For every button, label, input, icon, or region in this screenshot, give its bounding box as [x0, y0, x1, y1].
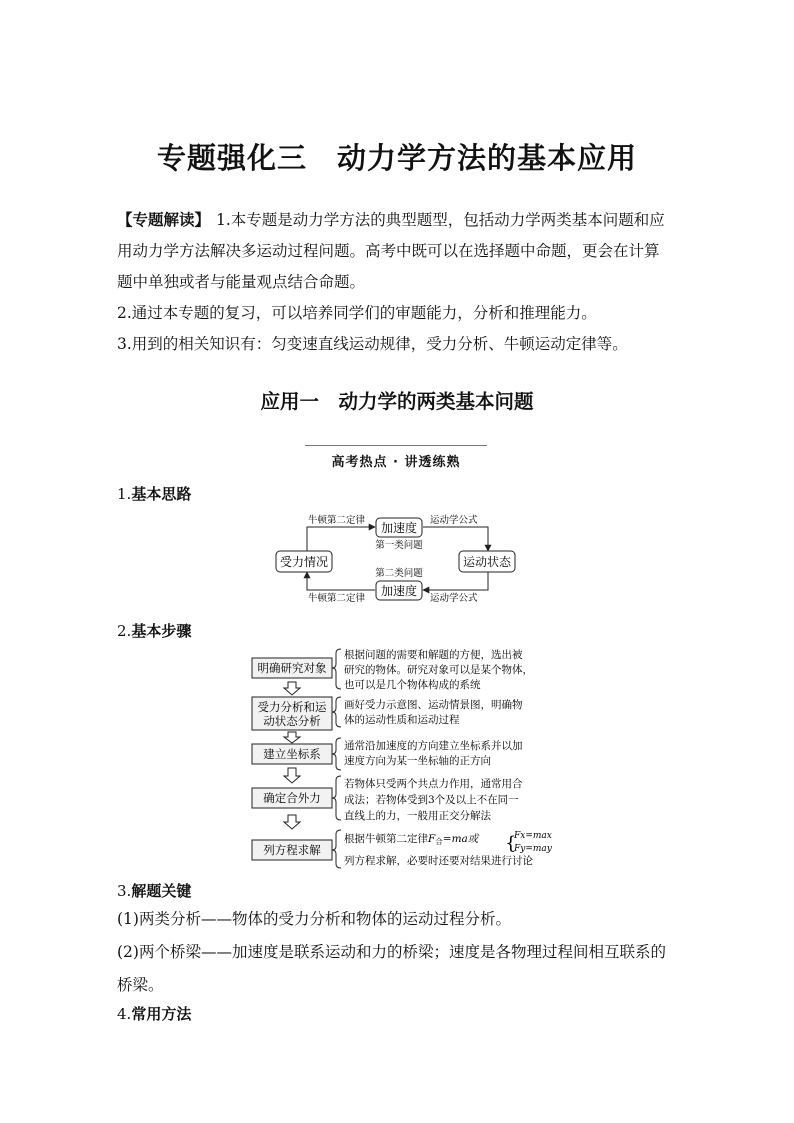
key-points: [117, 903, 682, 1002]
equation-x: Fx=max: [514, 831, 552, 841]
key-point-2-line-1: (2)两个桥梁——加速度是联系运动和力的桥梁；速度是各物理过程间相互联系的: [117, 943, 666, 961]
label-newton-top: 牛顿第二定律: [308, 515, 366, 526]
section-title: 应用一 动力学的两类基本问题: [260, 390, 534, 413]
step-brace-4: [332, 776, 341, 820]
label-first-type: 第一类问题: [375, 540, 423, 551]
intro-point-3: 3.用到的相关知识有：匀变速直线运动规律，受力分析、牛顿运动定律等。: [117, 335, 628, 353]
down-arrow-icon: [284, 768, 300, 783]
box-motion-label: 运动状态: [462, 555, 512, 569]
step-label-4: 确定合外力: [263, 791, 321, 805]
box-force-label: 受力情况: [279, 555, 329, 569]
step-label-3: 建立坐标系: [263, 747, 321, 761]
heading-common-methods: 4.常用方法: [117, 1005, 192, 1023]
label-newton-bottom: 牛顿第二定律: [308, 593, 366, 604]
step-desc-4-2: 成法；若物体受到3个及以上不在同一: [344, 794, 519, 806]
step-brace-5: [332, 830, 341, 868]
equation-y: Fy=may: [514, 844, 552, 854]
label-kinematics-top: 运动学公式: [430, 515, 478, 526]
arrow-bottom-to-left: [307, 572, 375, 590]
arrow-top-to-right: [423, 527, 488, 551]
intro-line-2: 用动力学方法解决多运动过程问题。高考中既可以在选择题中命题，更会在计算: [117, 242, 660, 260]
step-desc-3-2: 速度方向为某一坐标轴的正方向: [344, 755, 491, 767]
basic-steps-diagram: [245, 645, 555, 870]
intro-line-3: 题中单独或者与能量观点结合命题。: [117, 273, 366, 291]
step-label-5: 列方程求解: [263, 843, 321, 857]
intro-tag: 【专题解读】: [117, 211, 211, 229]
key-point-1: (1)两类分析——物体的受力分析和物体的运动过程分析。: [117, 910, 511, 928]
step-desc-4-1: 若物体只受两个共点力作用，通常用合: [344, 778, 523, 790]
label-second-type: 第二类问题: [375, 568, 423, 579]
step-desc-1-2: 研究的物体。研究对象可以是某个物体，: [344, 664, 533, 676]
heading-basic-steps: 2.基本步骤: [117, 622, 192, 640]
heading-basic-idea: 1.基本思路: [117, 485, 192, 503]
step-label-2b: 动状态分析: [263, 714, 321, 728]
banner-rule: [305, 445, 487, 446]
banner-text: 高考热点 · 讲透练熟: [331, 455, 461, 470]
box-acceleration-top-label: 加速度: [380, 521, 418, 535]
arrow-left-to-top: [307, 527, 375, 551]
intro-line-1: 【专题解读】 1.本专题是动力学方法的典型题型，包括动力学两类基本问题和应: [117, 211, 665, 229]
basic-idea-diagram: [260, 508, 520, 608]
label-kinematics-bottom: 运动学公式: [430, 593, 478, 604]
down-arrow-icon: [284, 732, 300, 743]
step-desc-1-1: 根据问题的需要和解题的方便，选出被: [344, 649, 523, 661]
intro-point-2: 2.通过本专题的复习，可以培养同学们的审题能力，分析和推理能力。: [117, 304, 597, 322]
step-label-2a: 受力分析和运: [257, 700, 327, 714]
heading-key-points: 3.解题关键: [117, 882, 192, 900]
step-brace-2: [332, 697, 341, 727]
step-desc-2-1: 画好受力示意图、运动情景图，明确物: [344, 699, 523, 711]
page-title: 专题强化三 动力学方法的基本应用: [156, 141, 637, 175]
hot-topic-banner: [305, 445, 487, 470]
step-desc-4-3: 直线上的力，一般用正交分解法: [344, 810, 491, 822]
step-desc-1-3: 也可以是几个物体构成的系统: [344, 679, 481, 691]
step-brace-1: [332, 649, 341, 689]
step-desc-5-1: 根据牛顿第二定律F合=ma或: [344, 833, 479, 846]
key-point-2-line-2: 桥梁。: [117, 976, 164, 994]
box-acceleration-bottom-label: 加速度: [380, 584, 418, 598]
down-arrow-icon: [284, 815, 300, 829]
equation-brace: {: [505, 833, 517, 854]
step-desc-3-1: 通常沿加速度的方向建立坐标系并以加: [344, 740, 523, 752]
arrow-right-to-bottom: [423, 572, 488, 590]
step-label-1: 明确研究对象: [257, 661, 327, 675]
step-desc-5-2: 列方程求解，必要时还要对结果进行讨论: [344, 855, 533, 867]
intro-paragraph: [117, 205, 682, 360]
step-brace-3: [332, 738, 341, 770]
step-desc-2-2: 体的运动性质和运动过程: [344, 714, 460, 726]
down-arrow-icon: [284, 682, 300, 695]
